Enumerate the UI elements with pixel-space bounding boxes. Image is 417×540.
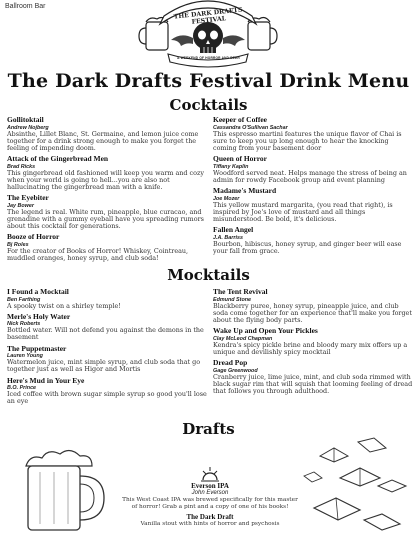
drink-author: Joe Mozer bbox=[213, 195, 240, 202]
drink-name: Dread Pop bbox=[213, 358, 248, 368]
drink-item bbox=[7, 194, 207, 230]
drink-name: I Found a Mocktail bbox=[7, 287, 69, 296]
sun-icon bbox=[201, 466, 219, 482]
drink-author: Lauren Young bbox=[7, 353, 43, 360]
drink-author: B.O. Prince bbox=[7, 385, 37, 392]
drink-name: The Puppetmaster bbox=[7, 343, 67, 353]
drink-item bbox=[7, 288, 207, 310]
drink-item bbox=[7, 233, 207, 262]
drink-author: Gage Greenwood bbox=[213, 367, 258, 374]
drink-name: The Tent Revival bbox=[213, 287, 268, 296]
drink-description: Woodford served neat. Helps manage the stress of being an admin for rowdy Facebook group and event planning bbox=[213, 168, 407, 184]
venue-label: Ballroom Bar bbox=[5, 3, 46, 10]
logo-tagline: A WEEKEND OF HORROR AND BEER bbox=[177, 56, 240, 60]
draft-name: The Dark Draft bbox=[186, 513, 234, 521]
drink-item bbox=[7, 313, 207, 342]
cocktails-right-column bbox=[213, 116, 413, 258]
drink-author: J.A. Barriss bbox=[213, 234, 243, 241]
drink-author: Andrew Nojberg bbox=[7, 124, 49, 131]
drink-name: Attack of the Gingerbread Men bbox=[7, 154, 109, 164]
menu-title: The Dark Drafts Festival Drink Menu bbox=[7, 70, 410, 92]
drink-item bbox=[7, 155, 207, 191]
drink-item bbox=[7, 345, 207, 374]
drink-description: Watermelon juice, mint simple syrup, and club soda that go together just as well as Higor and Mortis bbox=[7, 358, 201, 374]
drink-author: Nick Roberts bbox=[7, 321, 41, 328]
drink-item bbox=[213, 327, 413, 356]
drink-description: The legend is real. White rum, pineapple, blue curacao, and grenadine with a gummy eyeball have you spreading rumors about this cocktail for generations. bbox=[7, 207, 204, 231]
drink-item bbox=[213, 359, 413, 395]
drink-author: Jay Bower bbox=[7, 202, 34, 209]
drink-description: For the creator of Books of Horror! Whiskey, Cointreau, muddled oranges, honey syrup, and club soda! bbox=[7, 246, 189, 263]
drink-name: The Eyebiter bbox=[7, 193, 49, 203]
drink-name: Keeper of Coffee bbox=[213, 115, 268, 124]
draft-description: Vanilla stout with hints of horror and psychosis bbox=[140, 521, 280, 527]
flying-books-icon bbox=[300, 436, 412, 540]
drink-description: Bourbon, hibiscus, honey syrup, and ginger beer will ease your fall from grace. bbox=[213, 239, 402, 255]
drink-name: Merle's Holy Water bbox=[7, 311, 71, 321]
drink-description: Blackberry puree, honey syrup, pineapple juice, and club soda come together for an experience that'll make you forget about the flying body parts. bbox=[213, 301, 412, 324]
mocktails-right-column bbox=[213, 288, 413, 398]
drink-description: This gingerbread old fashioned will keep you warm and cozy when your world is going to hell...you are also not hallucinating the gingerbread man with a knife. bbox=[7, 168, 204, 192]
drink-name: Fallen Angel bbox=[213, 225, 254, 235]
mocktails-heading: Mocktails bbox=[167, 266, 250, 284]
beer-mug-icon bbox=[18, 448, 110, 536]
drink-name: Gollitoktail bbox=[7, 115, 44, 124]
drink-description: This yellow mustard margarita, (you read that right), is inspired by Joe's love of mustard and all things misunderstood. Be bold, it's delicious. bbox=[213, 200, 393, 223]
cocktails-left-column bbox=[7, 116, 207, 265]
drink-item bbox=[213, 187, 413, 223]
draft-name: Everson IPA bbox=[191, 482, 229, 490]
drink-name: Here's Mud in Your Eye bbox=[7, 375, 85, 385]
draft-author: John Everson bbox=[191, 490, 229, 496]
drink-author: Tiffany Kaplin bbox=[213, 163, 249, 170]
drink-author: Edmund Stone bbox=[213, 296, 252, 303]
drink-description: Absinthe, Lillet Blanc, St. Germaine, and lemon juice come together for a drink strong enough to make you forget the feeling of impending doom. bbox=[7, 129, 199, 152]
drink-item bbox=[213, 116, 413, 152]
drink-item bbox=[7, 377, 207, 406]
drink-author: Bj Roles bbox=[7, 241, 29, 248]
drink-name: Booze of Horror bbox=[7, 232, 60, 242]
logo-title: THE DARK DRAFTS FESTIVAL bbox=[173, 6, 243, 26]
drafts-list bbox=[120, 466, 300, 528]
drink-item bbox=[213, 226, 413, 255]
drink-item bbox=[213, 288, 413, 324]
drink-description: Kendra's spicy pickle brine and bloody mary mix offers up a unique and devilishly spicy mocktail bbox=[213, 340, 408, 356]
drink-name: Madame's Mustard bbox=[213, 186, 277, 196]
drink-author: Cassandra O'Sullivan Sachar bbox=[213, 124, 288, 131]
drink-description: Cranberry juice, lime juice, mint, and club soda rimmed with black sugar rim that will squish that looming feeling of dread that follows you through adulthood. bbox=[213, 372, 413, 395]
drink-name: Queen of Horror bbox=[213, 154, 268, 164]
drink-description: A spooky twist on a shirley temple! bbox=[7, 301, 121, 310]
drink-author: Ben Farthing bbox=[7, 296, 41, 303]
drink-item bbox=[7, 116, 207, 152]
drink-description: This espresso martini features the unique flavor of Chai is sure to keep you up long enough to hear the knocking coming from your basement door bbox=[213, 129, 402, 152]
drink-description: Bottled water. Will not defend you against the demons in the basement bbox=[7, 326, 204, 342]
mocktails-left-column bbox=[7, 288, 207, 408]
drink-name: Wake Up and Open Your Pickles bbox=[213, 326, 318, 336]
drink-author: Clay McLeod Chapman bbox=[213, 335, 273, 342]
draft-description: This West Coast IPA was brewed specifically for this master of horror! Grab a pint and a copy of one of his books! bbox=[122, 497, 298, 510]
drafts-heading: Drafts bbox=[182, 420, 235, 438]
cocktails-heading: Cocktails bbox=[169, 96, 248, 114]
drink-item bbox=[213, 155, 413, 184]
drink-description: Iced coffee with brown sugar simple syrup so good you'll lose an eye bbox=[7, 390, 207, 406]
drink-author: Brad Ricks bbox=[7, 163, 36, 170]
